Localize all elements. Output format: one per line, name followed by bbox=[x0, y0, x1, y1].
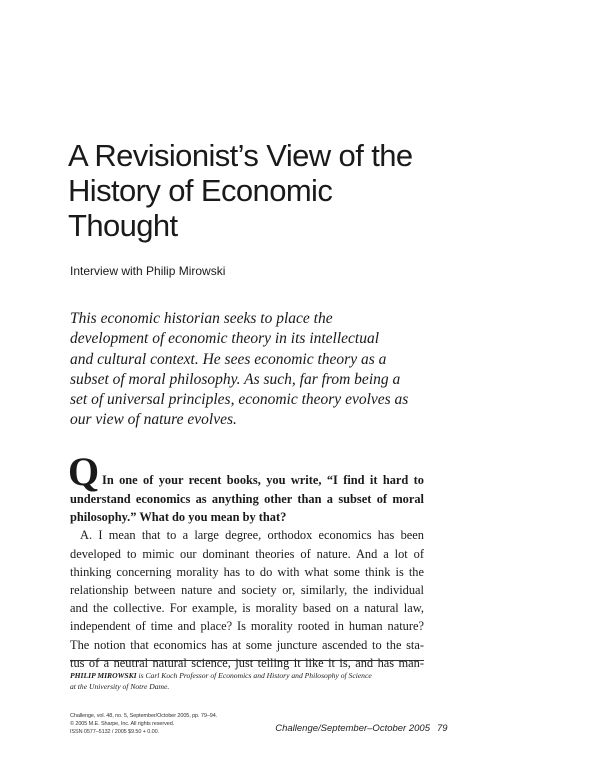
question-first-line bbox=[68, 449, 424, 494]
byline: Interview with Philip Mirowski bbox=[70, 264, 226, 278]
answer-line: and the collective. For example, is morality based on a natural law, bbox=[70, 601, 424, 616]
question-line: understand economics as anything other than a subset of moral bbox=[70, 492, 424, 506]
bio-text: at the University of Notre Dame. bbox=[70, 682, 170, 691]
title-line: Thought bbox=[68, 208, 178, 243]
drop-cap: Q bbox=[68, 449, 100, 494]
pub-info-line: ISSN 0577–5132 / 2005 $9.50 + 0.00. bbox=[70, 729, 160, 735]
answer-line: tus of a neutral natural science, just telling it like it is, and has man- bbox=[70, 655, 424, 670]
answer-line: relationship between nature and society or, similarly, the individual bbox=[70, 583, 424, 598]
answer-line: independent of time and place? Is morality rooted in human nature? bbox=[70, 619, 424, 634]
abstract-line: our view of nature evolves. bbox=[70, 411, 237, 429]
abstract-line: set of universal principles, economic theory evolves as bbox=[70, 391, 409, 409]
bio-text: is Carl Koch Professor of Economics and History and Philosophy of Science bbox=[136, 671, 372, 680]
running-footer: Challenge/September–October 2005 bbox=[275, 723, 430, 734]
author-name: PHILIP MIROWSKI bbox=[70, 671, 137, 680]
question-line: In one of your recent books, you write, “I find it hard to bbox=[102, 473, 424, 487]
publication-info bbox=[70, 712, 217, 736]
article-title bbox=[68, 138, 488, 243]
abstract-line: This economic historian seeks to place the bbox=[70, 310, 333, 327]
page-number: 79 bbox=[437, 723, 448, 734]
pub-info-line: Challenge, vol. 48, no. 5, September/October 2005, pp. 79–94. bbox=[70, 713, 218, 719]
title-line: A Revisionist’s View of the bbox=[68, 138, 413, 173]
answer-line: thinking concerning morality has to do with what some think is the bbox=[70, 564, 424, 579]
question-line: philosophy.” What do you mean by that? bbox=[70, 510, 287, 525]
interview-body bbox=[68, 449, 424, 672]
author-bio bbox=[70, 670, 430, 692]
abstract bbox=[70, 309, 430, 431]
abstract-line: subset of moral philosophy. As such, far from being a bbox=[70, 370, 401, 388]
abstract-line: development of economic theory in its intellectual bbox=[70, 330, 380, 348]
answer-line: A. I mean that to a large degree, orthodox economics has been bbox=[80, 528, 424, 543]
answer-line: developed to mimic our dominant theories of nature. And a lot of bbox=[70, 546, 424, 561]
pub-info-line: © 2005 M.E. Sharpe, Inc. All rights reserved. bbox=[70, 721, 175, 727]
footnote-divider bbox=[70, 660, 424, 661]
abstract-line: and cultural context. He sees economic theory as a bbox=[70, 350, 387, 368]
title-line: History of Economic bbox=[68, 173, 333, 208]
answer-line: The notion that economics has at some juncture ascended to the sta- bbox=[70, 637, 424, 652]
